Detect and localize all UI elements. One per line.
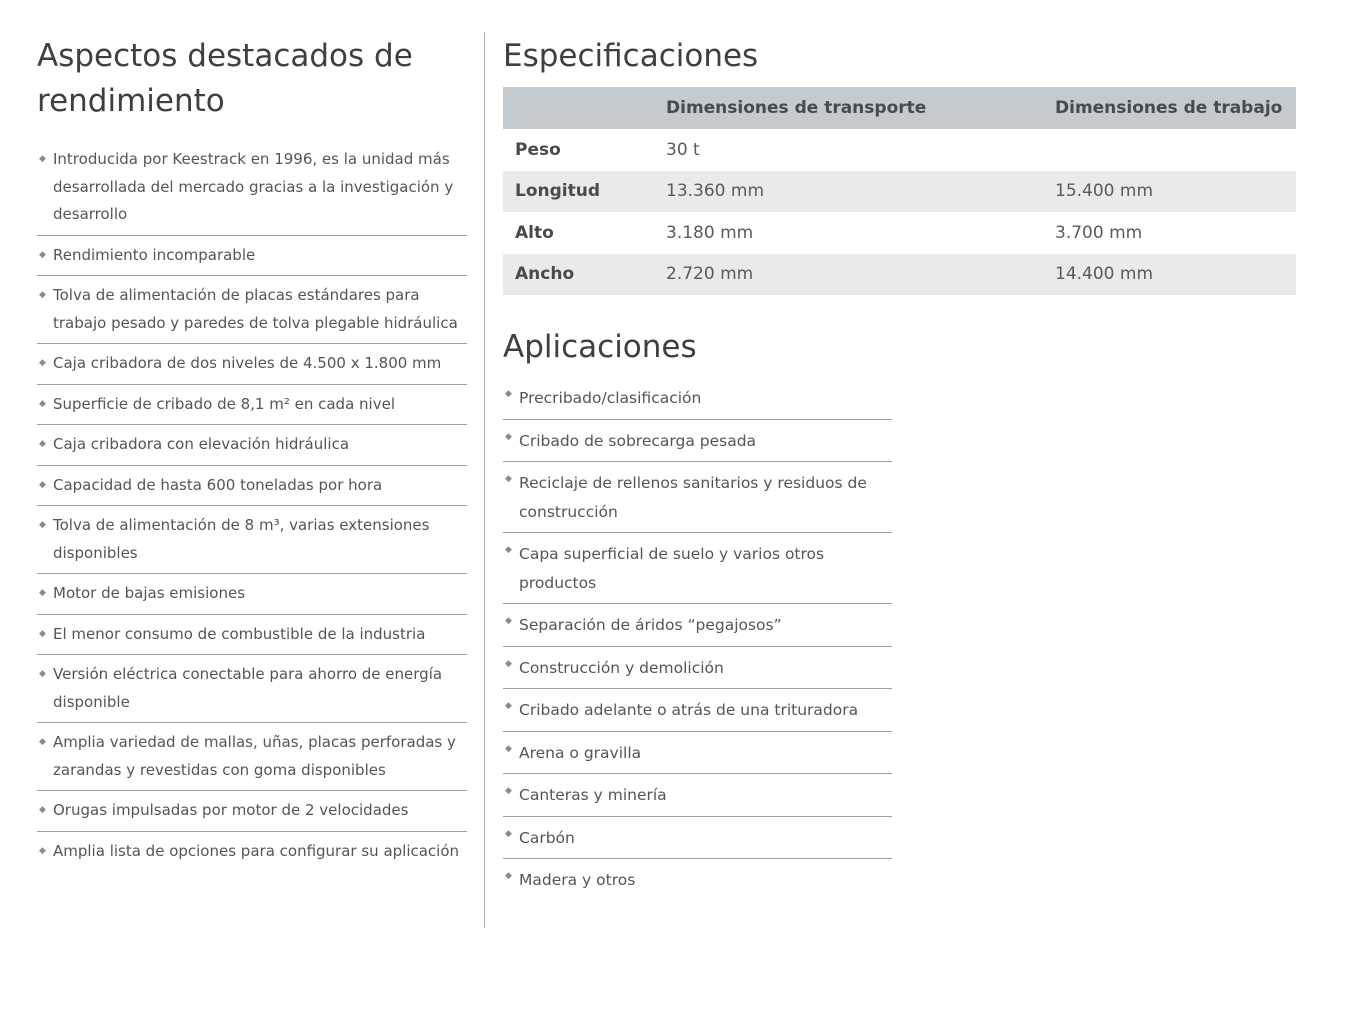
bullet-icon: ◆ (39, 249, 46, 260)
table-cell: 30 t (666, 139, 700, 160)
list-item: ◆ Caja cribadora con elevación hidráulica (37, 431, 467, 466)
list-item: ◆ Madera y otros (503, 862, 892, 901)
table-cell: 14.400 mm (1043, 254, 1296, 296)
list-item: ◆ Versión eléctrica conectable para ahorro de energía disponible (37, 661, 467, 723)
row-label: Ancho (503, 254, 654, 296)
table-row (503, 212, 1296, 254)
bullet-icon: ◆ (39, 358, 46, 368)
bullet-icon: ◆ (39, 669, 46, 679)
table-cell: 3.180 mm (666, 222, 754, 243)
highlights-list (37, 146, 467, 871)
bullet-icon: ◆ (39, 398, 46, 409)
list-item: ◆ Rendimiento incomparable (37, 242, 467, 277)
list-item: ◆ Arena o gravilla (503, 735, 892, 775)
list-item: ◆ Introducida por Keestrack en 1996, es la unidad más desarrollada del mercado gracias a la investigación y desarrollo (37, 146, 467, 236)
list-item: ◆ Reciclaje de rellenos sanitarios y residuos de construcción (503, 465, 892, 533)
bullet-icon: ◆ (39, 588, 46, 598)
bullet-icon: ◆ (39, 628, 46, 639)
list-item: ◆ Caja cribadora de dos niveles de 4.500 x 1.800 mm (37, 350, 467, 385)
list-item: ◆ Superficie de cribado de 8,1 m² en cada nivel (37, 391, 467, 426)
row-label: Peso (515, 139, 561, 160)
table-cell: 15.400 mm (1043, 171, 1296, 213)
applications-list (503, 380, 892, 901)
table-cell: 2.720 mm (654, 254, 1043, 296)
table-row (503, 129, 1296, 171)
table-header-cell: Dimensiones de trabajo (1043, 87, 1296, 129)
bullet-icon: ◆ (39, 479, 46, 490)
table-header-cell (503, 87, 654, 129)
list-item: ◆ Amplia lista de opciones para configurar su aplicación (37, 838, 467, 872)
bullet-icon: ◆ (505, 871, 512, 881)
list-item: ◆ Precribado/clasificación (503, 380, 892, 420)
applications-title: Aplicaciones (503, 329, 697, 365)
bullet-icon: ◆ (505, 786, 512, 796)
table-row (503, 171, 1296, 213)
specs-section (503, 34, 1296, 904)
bullet-icon: ◆ (39, 805, 46, 815)
bullet-icon: ◆ (39, 845, 46, 856)
list-item: ◆ Motor de bajas emisiones (37, 580, 467, 615)
highlights-section (37, 34, 467, 877)
table-header-cell: Dimensiones de transporte (654, 87, 1043, 129)
list-item: ◆ Tolva de alimentación de 8 m³, varias extensiones disponibles (37, 512, 467, 574)
bullet-icon: ◆ (39, 520, 46, 530)
table-cell: 3.700 mm (1055, 222, 1143, 243)
bullet-icon: ◆ (505, 828, 512, 839)
bullet-icon: ◆ (505, 389, 512, 399)
table-cell (1043, 129, 1296, 171)
bullet-icon: ◆ (505, 474, 512, 484)
specs-title: Especificaciones (503, 38, 759, 74)
list-item: ◆ Capa superficial de suelo y varios otros productos (503, 536, 892, 604)
list-item: ◆ Canteras y minería (503, 777, 892, 817)
bullet-icon: ◆ (39, 290, 46, 300)
table-cell: 13.360 mm (654, 171, 1043, 213)
row-label: Longitud (503, 171, 654, 213)
bullet-icon: ◆ (39, 154, 46, 164)
list-item: ◆ Orugas impulsadas por motor de 2 velocidades (37, 797, 467, 832)
list-item: ◆ Capacidad de hasta 600 toneladas por hora (37, 472, 467, 507)
bullet-icon: ◆ (505, 545, 512, 555)
highlights-title: Aspectos destacados de rendimiento (37, 38, 413, 119)
list-item: ◆ Carbón (503, 820, 892, 860)
bullet-icon: ◆ (505, 658, 512, 669)
list-item: ◆ Construcción y demolición (503, 650, 892, 690)
bullet-icon: ◆ (39, 737, 46, 747)
bullet-icon: ◆ (505, 701, 512, 711)
column-divider (484, 32, 485, 928)
bullet-icon: ◆ (39, 439, 46, 449)
bullet-icon: ◆ (505, 616, 512, 626)
row-label: Alto (515, 222, 554, 243)
table-header-row (503, 87, 1296, 129)
list-item: ◆ Amplia variedad de mallas, uñas, placas perforadas y zarandas y revestidas con goma disponibles (37, 729, 467, 791)
list-item: ◆ Cribado de sobrecarga pesada (503, 423, 892, 463)
list-item: ◆ Separación de áridos “pegajosos” (503, 607, 892, 647)
bullet-icon: ◆ (505, 743, 512, 754)
list-item: ◆ El menor consumo de combustible de la industria (37, 621, 467, 656)
list-item: ◆ Cribado adelante o atrás de una trituradora (503, 692, 892, 732)
list-item: ◆ Tolva de alimentación de placas estándares para trabajo pesado y paredes de tolva plegable hidráulica (37, 282, 467, 344)
specs-table (503, 87, 1296, 295)
applications-section (503, 325, 1296, 901)
table-row (503, 254, 1296, 296)
bullet-icon: ◆ (505, 431, 512, 442)
